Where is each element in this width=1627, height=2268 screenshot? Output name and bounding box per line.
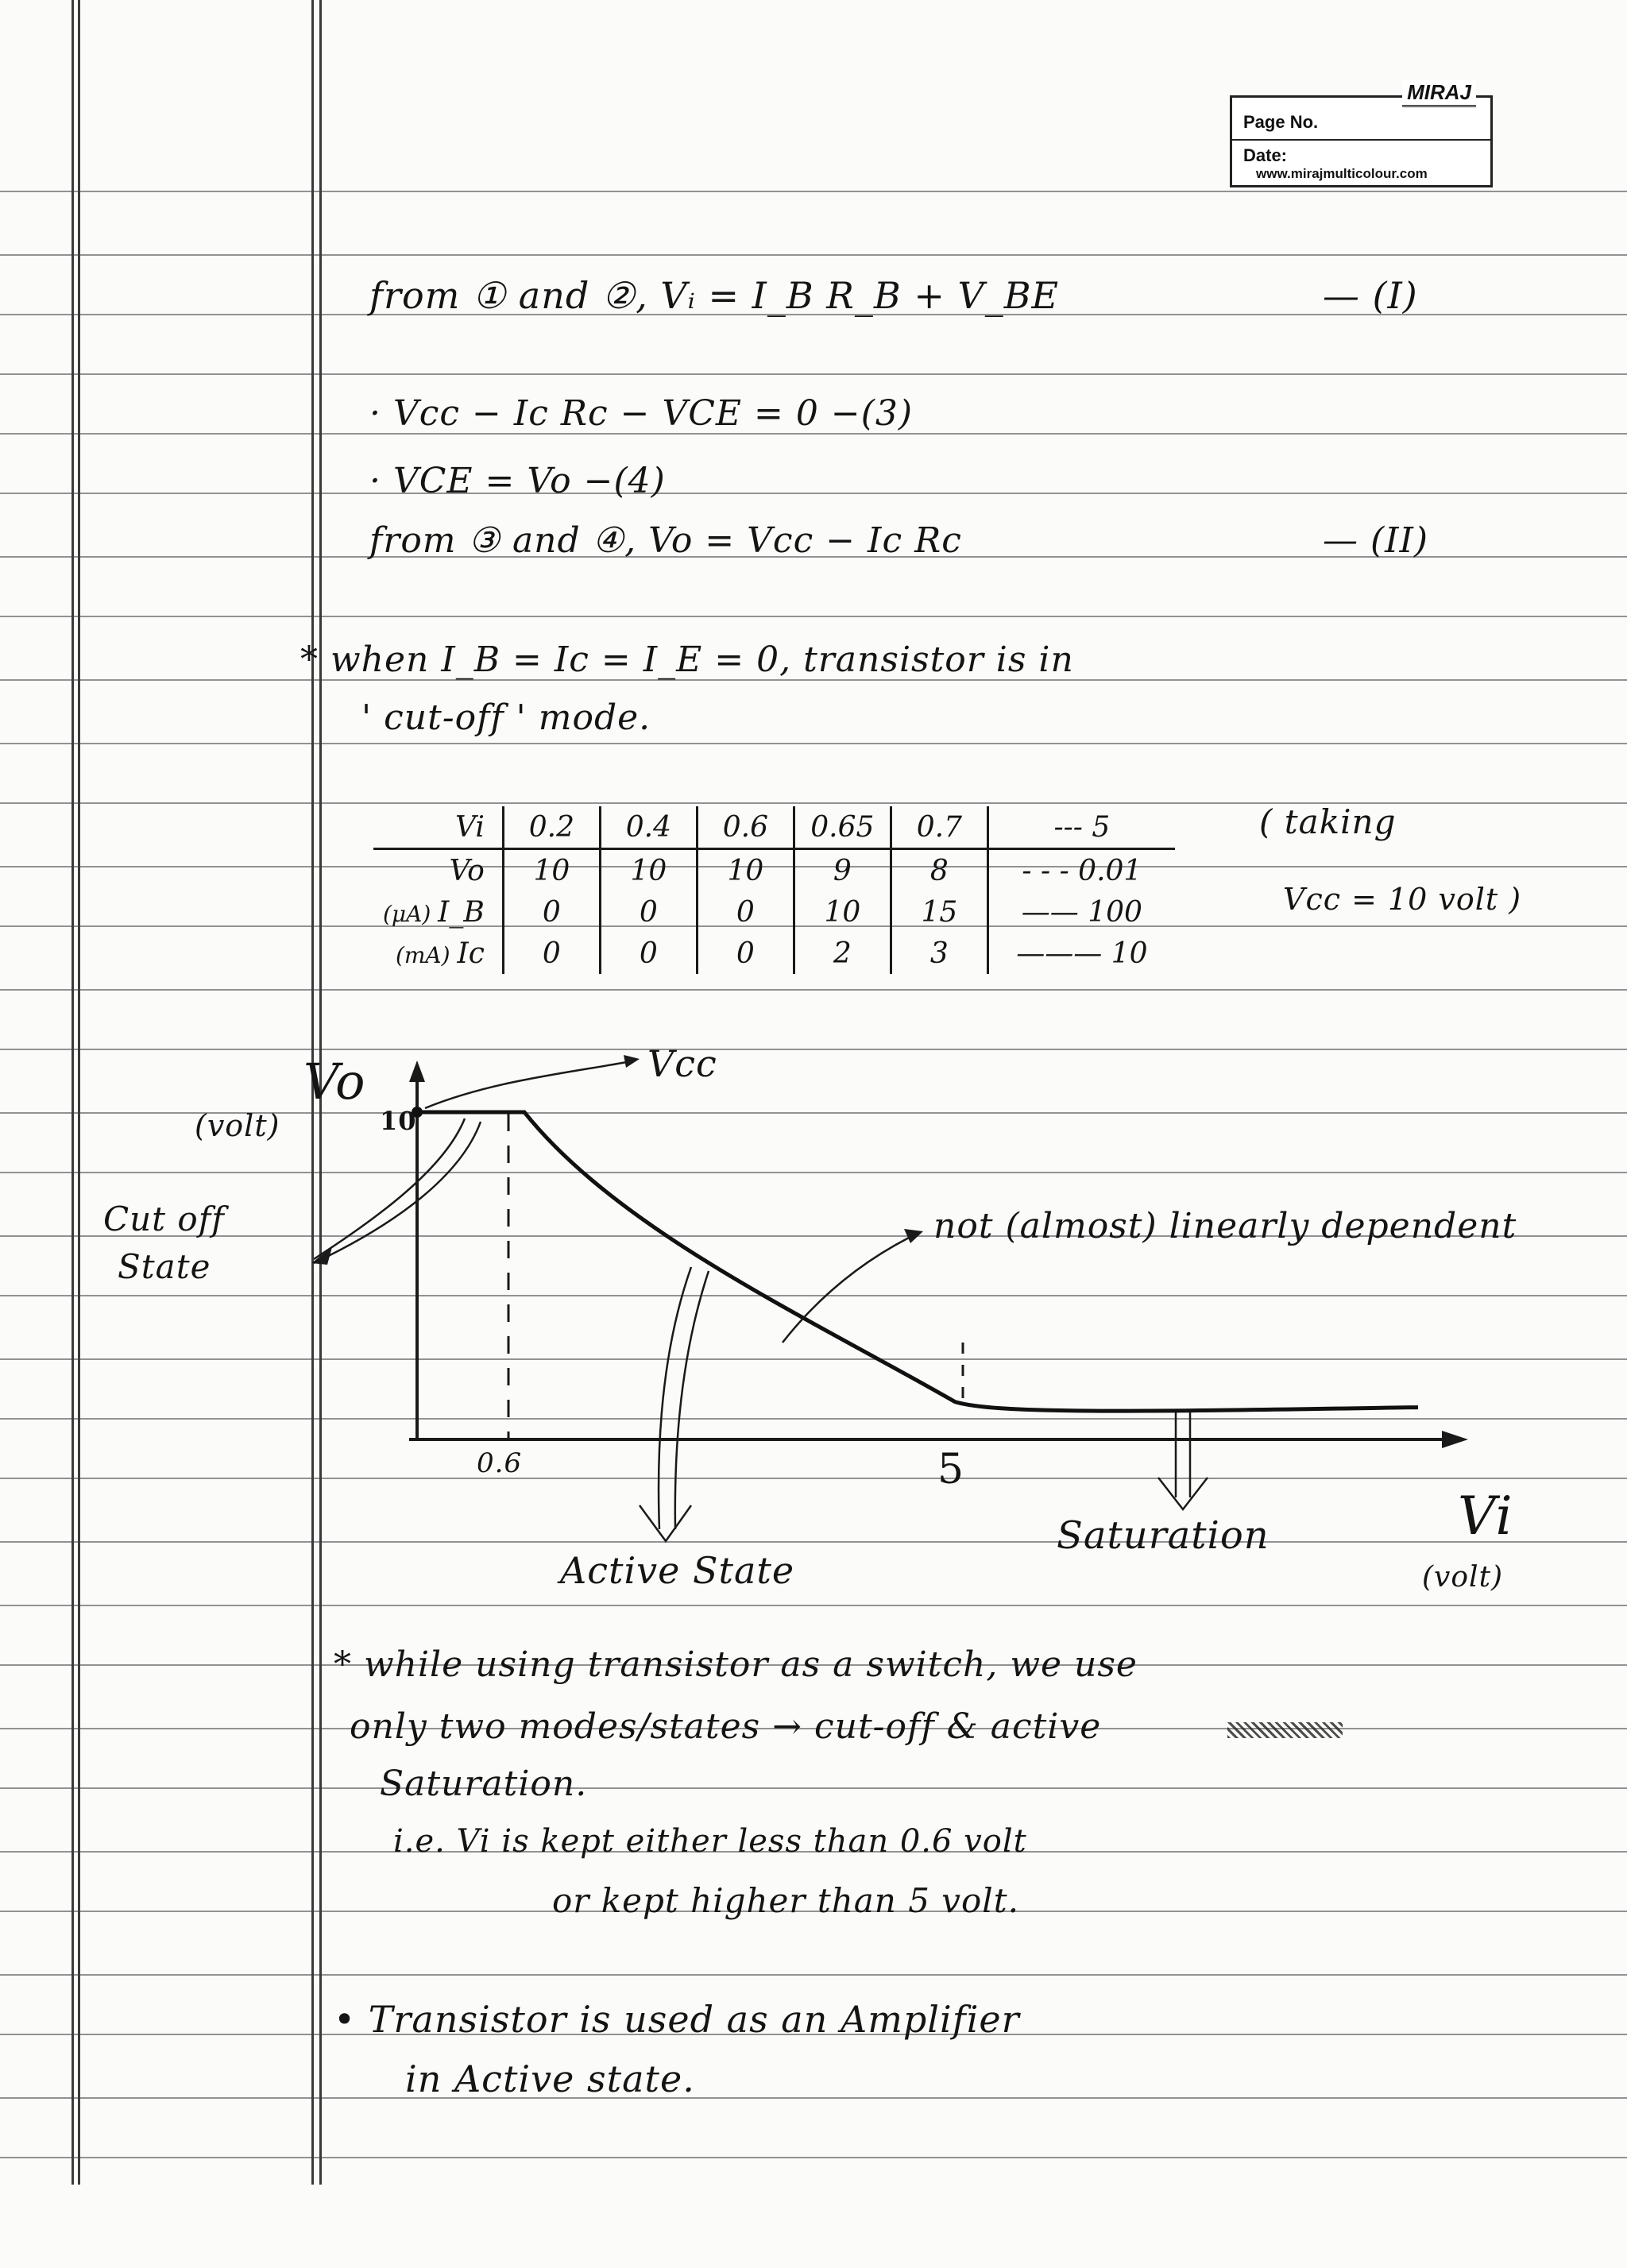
equation-3: · Vcc − Ic Rc − VCE = 0 −(3) [369, 393, 914, 434]
strikethrough-scribble [1227, 1722, 1343, 1738]
x-axis-arrow [1442, 1431, 1468, 1448]
table-cell: 8 [891, 849, 987, 892]
table-cell: 10 [503, 849, 600, 892]
website-text: www.mirajmulticolour.com [1256, 166, 1428, 181]
brand-logo: MIRAJ [1402, 80, 1476, 107]
x-axis-unit: (volt) [1422, 1561, 1504, 1594]
row-symbol: Vo [449, 854, 485, 887]
table-cell: 10 [697, 849, 794, 892]
cutoff-note-line2: ' cut-off ' mode. [361, 697, 651, 738]
switch-note-line2: only two modes/states → cut-off & active [350, 1706, 1102, 1747]
vcc-arrow [425, 1061, 636, 1108]
table-cell: --- 5 [987, 806, 1175, 849]
table-cell: 0 [503, 891, 600, 933]
table-note-line1: ( taking [1259, 802, 1397, 841]
x-axis-label: Vi [1458, 1486, 1513, 1547]
table-cell: 2 [794, 933, 891, 974]
y-axis-unit: (volt) [195, 1108, 280, 1143]
switch-note-line5: or kept higher than 5 volt. [552, 1881, 1019, 1920]
x-tick-5: 5 [937, 1446, 965, 1493]
switch-note-line4: i.e. Vi is kept either less than 0.6 volt [393, 1823, 1027, 1860]
table-cell: 0 [600, 891, 697, 933]
table-cell: 0.7 [891, 806, 987, 849]
cutoff-note-line1: * when I_B = Ic = I_E = 0, transistor is in [300, 639, 1074, 680]
linear-note: not (almost) linearly dependent [933, 1206, 1517, 1246]
table-cell: 3 [891, 933, 987, 974]
table-cell: 0 [697, 933, 794, 974]
table-cell: 15 [891, 891, 987, 933]
table-cell: 9 [794, 849, 891, 892]
x-tick-06: 0.6 [477, 1447, 523, 1479]
table-cell: 0.2 [503, 806, 600, 849]
table-cell: 10 [600, 849, 697, 892]
active-arrowhead [640, 1505, 691, 1541]
equation-4: · VCE = Vo −(4) [369, 461, 666, 501]
table-cell: 0 [697, 891, 794, 933]
active-arrow-2 [675, 1271, 709, 1529]
vcc-arrowhead [624, 1055, 640, 1068]
cutoff-state-label-2: State [118, 1247, 211, 1286]
row-symbol: I_B [438, 895, 485, 929]
table-cell: ——— 10 [987, 933, 1175, 974]
equation-2: from ③ and ④, Vo = Vcc − Ic Rc [369, 520, 962, 561]
table-cell: - - - 0.01 [987, 849, 1175, 892]
table-cell: 0.6 [697, 806, 794, 849]
y-axis-arrow [409, 1061, 425, 1082]
date-label: Date: [1243, 145, 1288, 165]
active-state-label: Active State [560, 1549, 795, 1592]
table-cell: 0 [503, 933, 600, 974]
y-axis-label: Vo [303, 1053, 366, 1111]
switch-note-line3: Saturation. [380, 1764, 588, 1804]
table-cell: —— 100 [987, 891, 1175, 933]
cutoff-arrow-2 [314, 1119, 465, 1259]
equation-2-tag: — (II) [1323, 520, 1429, 561]
equation-1: from ① and ②, Vᵢ = I_B R_B + V_BE [369, 274, 1060, 317]
cutoff-state-label-1: Cut off [103, 1200, 225, 1238]
row-symbol: Vi [454, 810, 485, 844]
equation-1-tag: — (I) [1323, 274, 1418, 317]
table-cell: 0.65 [794, 806, 891, 849]
linear-arrow [783, 1235, 914, 1343]
table-cell: 10 [794, 891, 891, 933]
switch-note-line1: * while using transistor as a switch, we use [334, 1644, 1138, 1685]
row-symbol: Ic [457, 937, 485, 970]
table-cell: 0 [600, 933, 697, 974]
cutoff-arrowhead [311, 1247, 332, 1265]
row-unit: (μA) [383, 900, 439, 927]
vo-vs-vi-curve [417, 1112, 1418, 1411]
table-note-line2: Vcc = 10 volt ) [1283, 882, 1522, 917]
saturation-label: Saturation [1057, 1513, 1270, 1558]
table-cell: 0.4 [600, 806, 697, 849]
page-no-label: Page No. [1243, 112, 1319, 132]
row-unit: (mA) [395, 941, 458, 968]
amplifier-note-line2: in Active state. [405, 2057, 695, 2100]
linear-arrowhead [904, 1229, 923, 1243]
y-tick-10: 10 [380, 1106, 417, 1136]
vcc-label: Vcc [647, 1042, 717, 1085]
saturation-arrowhead [1158, 1478, 1208, 1509]
amplifier-note-line1: • Transistor is used as an Amplifier [334, 1998, 1020, 2041]
